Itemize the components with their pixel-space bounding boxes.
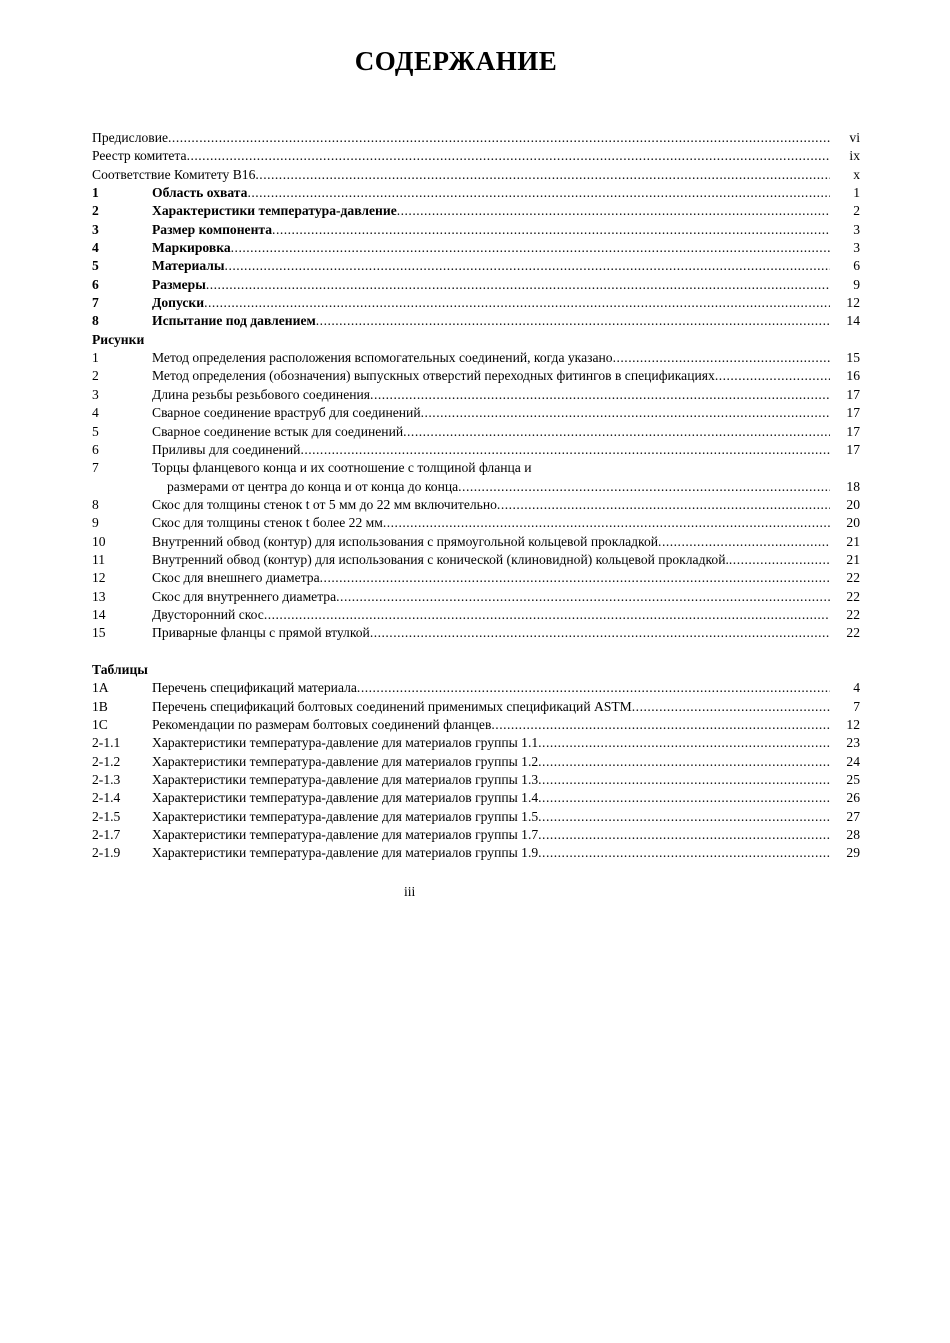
entry-page: 22 (846, 570, 860, 586)
toc-entry[interactable] (92, 459, 860, 477)
entry-number: 2-1.2 (92, 753, 121, 769)
tables-heading: Таблицы (92, 661, 148, 677)
entry-page: 12 (846, 717, 860, 732)
toc-entry[interactable] (92, 386, 860, 404)
sections-list (92, 184, 860, 331)
toc-entry[interactable] (92, 551, 860, 569)
entry-number: 7 (92, 295, 99, 311)
entry-title: Характеристики температура-давление для материалов группы 1.5 (152, 808, 539, 824)
entry-number: 8 (92, 313, 99, 329)
dot-leader (206, 276, 830, 294)
toc-entry[interactable] (92, 441, 860, 459)
entry-page: 16 (846, 368, 860, 384)
entry-title: Сварное соединение встык для соединений (152, 423, 404, 439)
dot-leader (613, 349, 830, 367)
dot-leader (538, 789, 830, 807)
dot-leader (715, 367, 830, 385)
toc-entry[interactable] (92, 147, 860, 165)
toc-entry[interactable] (92, 202, 860, 220)
toc-entry[interactable] (92, 312, 860, 330)
entry-title: Размеры (152, 276, 206, 292)
entry-number: 1 (92, 185, 99, 201)
dot-leader (538, 826, 830, 844)
entry-page: 3 (853, 221, 860, 237)
entry-title: Скос для внутреннего диаметра (152, 588, 337, 604)
entry-title: Рекомендации по размерам болтовых соединений фланцев (152, 717, 492, 732)
toc-entry[interactable] (92, 166, 860, 184)
entry-title: Скос для внешнего диаметра (152, 570, 320, 586)
entry-page: 21 (846, 551, 860, 567)
dot-leader (316, 312, 830, 330)
dot-leader (187, 147, 830, 165)
dot-leader (168, 129, 830, 147)
toc-entry[interactable] (92, 423, 860, 441)
entry-number: 1 (92, 350, 99, 366)
entry-page: 20 (846, 496, 860, 512)
entry-title: Область охвата (152, 185, 248, 201)
entry-page: 20 (846, 515, 860, 531)
entry-title: Маркировка (152, 240, 231, 256)
entry-number: 3 (92, 221, 99, 237)
dot-leader (357, 679, 830, 697)
dot-leader (247, 184, 830, 202)
dot-leader (320, 569, 830, 587)
entry-page: 17 (846, 423, 860, 439)
figures-heading: Рисунки (92, 331, 145, 347)
entry-number: 2-1.5 (92, 808, 121, 824)
toc-entry[interactable] (92, 349, 860, 367)
entry-number: 6 (92, 441, 99, 457)
entry-title: Допуски (152, 295, 205, 311)
entry-number-spacer (92, 478, 152, 496)
entry-number: 2-1.9 (92, 845, 121, 861)
entry-title: Метод определения (обозначения) выпускных отверстий переходных фитингов в спецификациях (152, 368, 715, 384)
page-number: iii (404, 884, 416, 899)
dot-leader (272, 221, 830, 239)
entry-page: 2 (853, 203, 860, 219)
entry-page: 18 (846, 478, 860, 494)
entry-title-continuation: размерами от центра до конца и от конца до конца (167, 478, 459, 494)
entry-number: 2-1.3 (92, 772, 121, 788)
toc-entry[interactable] (92, 606, 860, 624)
entry-page: 27 (846, 808, 860, 824)
entry-number: 2-1.1 (92, 735, 121, 751)
entry-number: 8 (92, 496, 99, 512)
dot-leader (421, 404, 830, 422)
dot-leader (225, 257, 830, 275)
dot-leader (255, 166, 830, 184)
entry-title: Характеристики температура-давление для материалов группы 1.3 (152, 772, 539, 788)
entry-title: Предисловие (92, 130, 169, 145)
dot-leader (497, 496, 830, 514)
toc-entry[interactable] (92, 257, 860, 275)
entry-title: Длина резьбы резьбового соединения (152, 386, 371, 402)
entry-page: 29 (846, 845, 860, 861)
entry-title: Двусторонний скос (152, 606, 264, 622)
entry-title: Внутренний обвод (контур) для использования с прямоугольной кольцевой прокладкой (152, 533, 659, 549)
entry-title: Характеристики температура-давление для материалов группы 1.7 (152, 827, 539, 843)
entry-number: 3 (92, 386, 99, 402)
entry-number: 1A (92, 680, 109, 696)
entry-title: Испытание под давлением (152, 313, 316, 329)
entry-page: x (853, 166, 860, 182)
dot-leader (264, 606, 830, 624)
toc-entry[interactable] (92, 294, 860, 312)
toc-entry[interactable] (92, 753, 860, 771)
entry-page: 23 (846, 735, 860, 751)
entry-title: Скос для толщины стенок t более 22 мм (152, 515, 383, 531)
entry-page: 14 (846, 313, 860, 329)
toc-entry[interactable] (92, 588, 860, 606)
entry-number: 6 (92, 276, 99, 292)
entry-title: Приливы для соединений (152, 441, 301, 457)
entry-page: vi (849, 130, 860, 145)
dot-leader (403, 423, 830, 441)
entry-number: 5 (92, 423, 99, 439)
entry-number: 10 (92, 533, 106, 549)
entry-title: Внутренний обвод (контур) для использования с конической (клиновидной) кольцевой прокладкой. (152, 551, 729, 567)
entry-title: Сварное соединение враструб для соединений (152, 405, 421, 421)
entry-title: Характеристики температура-давление для материалов группы 1.2 (152, 753, 539, 769)
dot-leader (383, 514, 830, 532)
entry-page: 17 (846, 405, 860, 421)
toc-entry[interactable] (92, 826, 860, 844)
toc-entry[interactable] (92, 404, 860, 422)
page-title: СОДЕРЖАНИЕ (354, 46, 558, 76)
dot-leader (397, 202, 830, 220)
entry-title: Торцы фланцевого конца и их соотношение с толщиной фланца и (152, 460, 532, 476)
entry-page: 17 (846, 386, 860, 402)
entry-page: 6 (853, 258, 860, 274)
entry-page: 28 (846, 827, 860, 843)
entry-page: 17 (846, 441, 860, 457)
entry-page: 1 (853, 185, 860, 201)
entry-page: 3 (853, 240, 860, 256)
dot-leader (538, 808, 830, 826)
toc-entry[interactable] (92, 844, 860, 862)
dot-leader (538, 734, 830, 752)
entry-title: Характеристики температура-давление для материалов группы 1.9 (152, 845, 539, 861)
entry-title: Размер компонента (152, 221, 273, 237)
entry-title: Метод определения расположения вспомогательных соединений, когда указано (152, 350, 613, 366)
toc-entry[interactable] (92, 624, 860, 642)
dot-leader (538, 771, 830, 789)
entry-page: 25 (846, 772, 860, 788)
entry-page: 9 (853, 276, 860, 292)
entry-title: Скос для толщины стенок t от 5 мм до 22 мм включительно (152, 496, 497, 512)
toc-entry[interactable] (92, 239, 860, 257)
entry-number: 1C (92, 717, 108, 732)
entry-number: 5 (92, 258, 99, 274)
toc-entry[interactable] (92, 789, 860, 807)
dot-leader (538, 844, 830, 862)
entry-number: 11 (92, 551, 106, 567)
tables-list (92, 679, 860, 862)
entry-title: Приварные фланцы с прямой втулкой (152, 625, 370, 641)
toc-entry[interactable] (92, 771, 860, 789)
toc-entry[interactable] (92, 808, 860, 826)
entry-title: Соответствие Комитету B16 (92, 166, 256, 182)
entry-page: 22 (846, 588, 860, 604)
entry-page: 26 (846, 790, 860, 806)
dot-leader (729, 551, 830, 569)
entry-number: 4 (92, 405, 99, 421)
table-of-contents (92, 129, 860, 863)
entry-title: Перечень спецификаций болтовых соединений применимых спецификаций ASTM (152, 698, 632, 714)
dot-leader (300, 441, 830, 459)
toc-entry[interactable] (92, 716, 860, 734)
toc-entry[interactable] (92, 221, 860, 239)
entry-number: 4 (92, 240, 99, 256)
toc-entry[interactable] (92, 569, 860, 587)
toc-entry[interactable] (92, 679, 860, 697)
entry-page: 24 (846, 753, 860, 769)
entry-number: 2 (92, 368, 99, 384)
toc-entry[interactable] (92, 496, 860, 514)
dot-leader (231, 239, 830, 257)
dot-leader (336, 588, 830, 606)
dot-leader (204, 294, 830, 312)
entry-page: 4 (853, 680, 860, 696)
toc-entry[interactable] (92, 734, 860, 752)
entry-page: 22 (846, 606, 860, 622)
entry-number: 13 (92, 588, 106, 604)
entry-number: 1B (92, 698, 108, 714)
toc-entry[interactable] (92, 367, 860, 385)
entry-page: ix (849, 148, 860, 164)
entry-number: 2-1.4 (92, 790, 121, 806)
entry-number: 9 (92, 515, 99, 531)
entry-title: Реестр комитета (92, 148, 187, 164)
toc-entry[interactable] (92, 276, 860, 294)
entry-number: 12 (92, 570, 106, 586)
toc-entry[interactable] (92, 533, 860, 551)
toc-entry[interactable] (92, 184, 860, 202)
toc-entry[interactable] (92, 129, 860, 147)
toc-entry[interactable] (92, 698, 860, 716)
dot-leader (658, 533, 830, 551)
entry-page: 15 (846, 350, 860, 366)
entry-number: 2 (92, 203, 99, 219)
dot-leader (458, 478, 830, 496)
entry-number: 14 (92, 606, 106, 622)
figures-list (92, 349, 860, 643)
dot-leader (538, 753, 830, 771)
entry-page: 21 (846, 533, 860, 549)
dot-leader (370, 624, 830, 642)
dot-leader (632, 698, 830, 716)
entry-title: Материалы (152, 258, 225, 274)
dot-leader (370, 386, 830, 404)
dot-leader (491, 716, 830, 734)
toc-entry[interactable] (92, 514, 860, 532)
entry-title: Перечень спецификаций материала (152, 680, 357, 696)
entry-title: Характеристики температура-давление для материалов группы 1.4 (152, 790, 539, 806)
entry-title: Характеристики температура-давление для материалов группы 1.1 (152, 735, 539, 751)
toc-entry-continuation (92, 478, 860, 496)
entry-title: Характеристики температура-давление (152, 203, 397, 219)
entry-page: 7 (853, 698, 860, 714)
entry-page: 12 (846, 295, 860, 311)
front-matter (92, 129, 860, 184)
entry-number: 7 (92, 460, 99, 476)
entry-number: 15 (92, 625, 106, 641)
entry-number: 2-1.7 (92, 827, 121, 843)
entry-page: 22 (846, 625, 860, 641)
